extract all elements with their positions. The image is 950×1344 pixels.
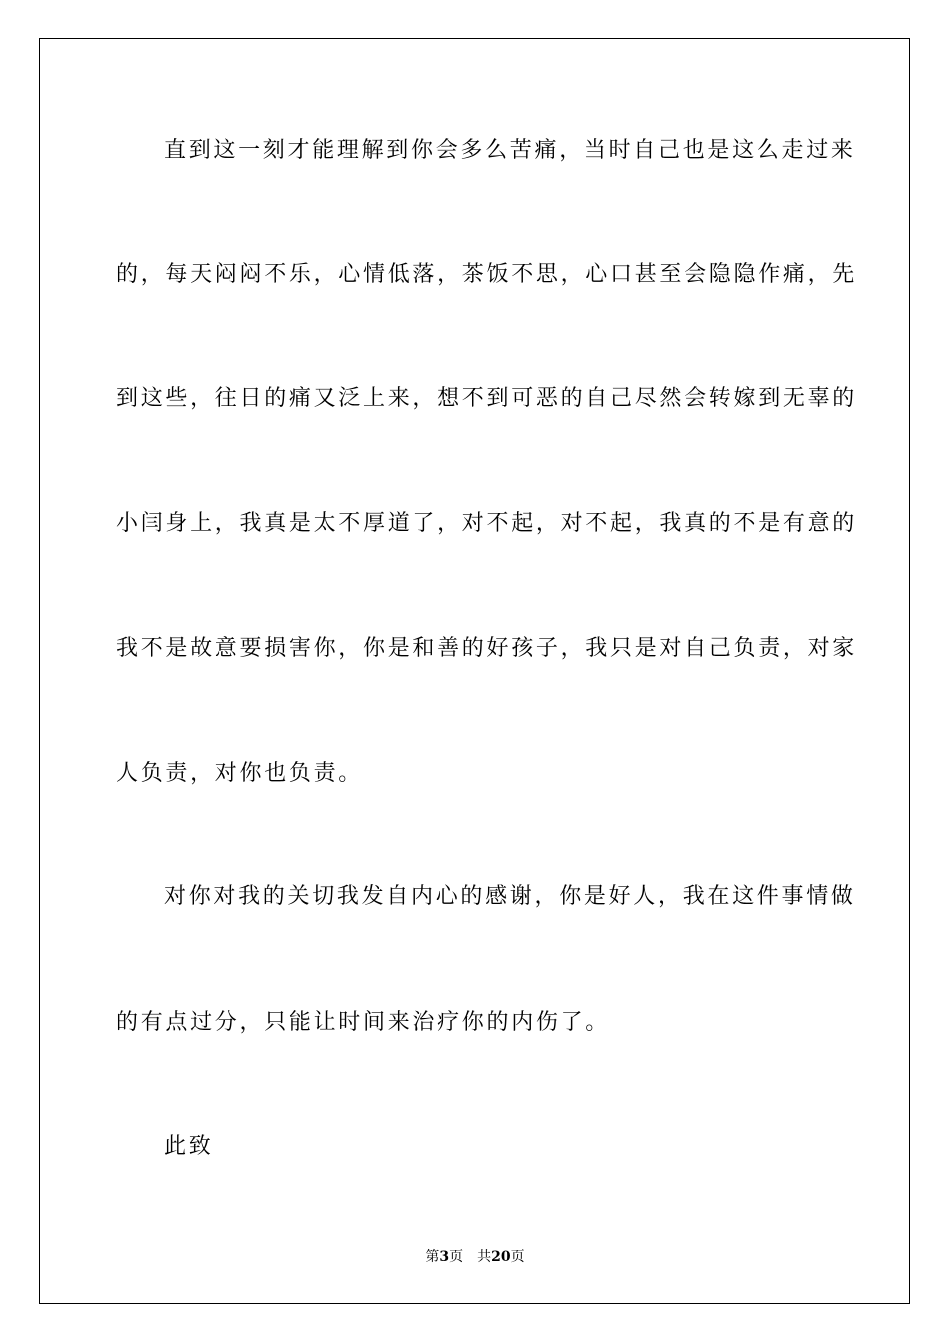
paragraph-1-line-1: 直到这一刻才能理解到你会多么苦痛，当时自己也是这么走过来 — [164, 138, 856, 163]
closing-salutation: 此致 — [164, 1134, 214, 1159]
current-page-number: 3 — [439, 1249, 450, 1265]
page-suffix: 页 — [449, 1249, 464, 1265]
paragraph-2-line-1: 对你对我的关切我发自内心的感谢，你是好人，我在这件事情做 — [164, 884, 856, 909]
total-suffix: 页 — [510, 1249, 525, 1265]
paragraph-2-line-2: 的有点过分，只能让时间来治疗你的内伤了。 — [116, 1010, 611, 1035]
total-page-count: 20 — [491, 1249, 511, 1265]
total-prefix: 共 — [477, 1249, 492, 1265]
page-prefix: 第 — [425, 1249, 440, 1265]
paragraph-1-line-2: 的，每天闷闷不乐，心情低落，茶饭不思，心口甚至会隐隐作痛，先 — [116, 262, 858, 287]
paragraph-1-line-6: 人负责，对你也负责。 — [116, 761, 364, 786]
page-footer — [0, 1248, 950, 1266]
paragraph-1-line-5: 我不是故意要损害你，你是和善的好孩子，我只是对自己负责，对家 — [116, 636, 858, 661]
paragraph-1-line-4: 小闫身上，我真是太不厚道了，对不起，对不起，我真的不是有意的 — [116, 511, 858, 536]
paragraph-1-line-3: 到这些，往日的痛又泛上来，想不到可恶的自己尽然会转嫁到无辜的 — [116, 386, 858, 411]
page-border — [39, 38, 910, 1304]
